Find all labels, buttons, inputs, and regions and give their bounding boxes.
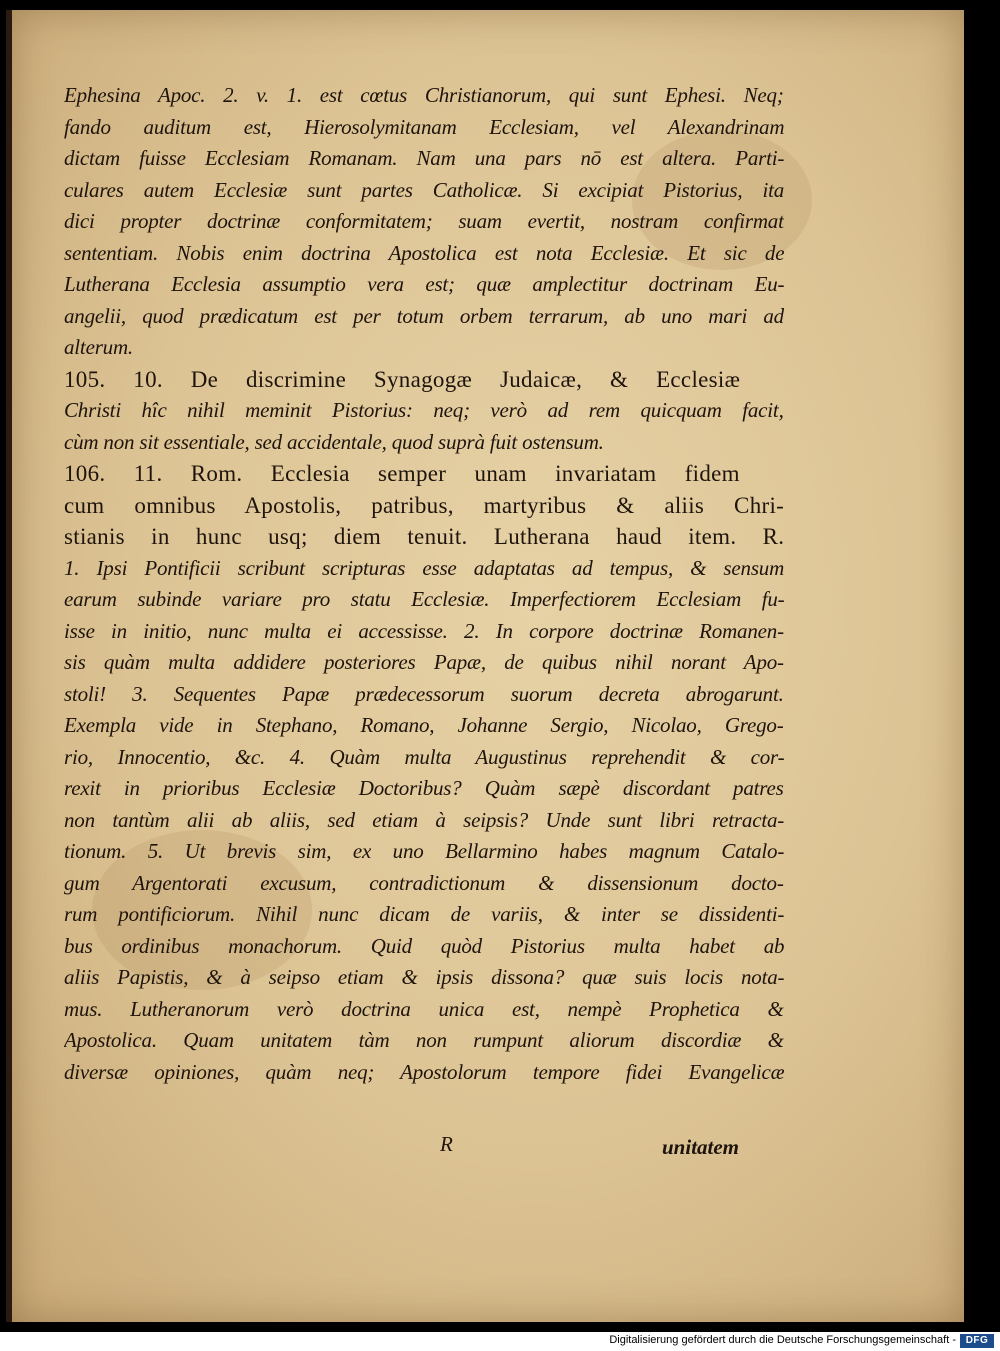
- funding-notice: Digitalisierung gefördert durch die Deutsche Forschungsgemeinschaft -: [609, 1334, 956, 1346]
- text-line: bus ordinibus monachorum. Quid quòd Pistorius multa habet ab: [64, 933, 784, 958]
- text-line: Apostolica. Quam unitatem tàm non rumpunt aliorum discordiæ &: [64, 1028, 784, 1052]
- text-line: stoli! 3. Sequentes Papæ prædecessorum suorum decreta abrogarunt.: [64, 681, 784, 706]
- text-line: isse in initio, nunc multa ei accessisse. 2. In corpore doctrinæ Romanen-: [64, 618, 784, 643]
- text-line: cum omnibus Apostolis, patribus, martyribus & aliis Chri-: [64, 492, 784, 518]
- text-line: Christi hîc nihil meminit Pistorius: neq; verò ad rem quicquam facit,: [64, 398, 784, 422]
- text-line: gum Argentorati excusum, contradictionum & dissensionum docto-: [64, 870, 784, 895]
- text-line: Exempla vide in Stephano, Romano, Johanne Sergio, Nicolao, Grego-: [64, 713, 784, 737]
- footer-bar: [0, 1332, 1000, 1351]
- text-line: fando auditum est, Hierosolymitanam Ecclesiam, vel Alexandrinam: [64, 114, 784, 139]
- text-line: tionum. 5. Ut brevis sim, ex uno Bellarmino habes magnum Catalo-: [64, 839, 784, 863]
- text-line: alterum.: [64, 335, 133, 359]
- text-line: rum pontificiorum. Nihil nunc dicam de variis, & inter se dissidenti-: [64, 902, 784, 926]
- text-line: 106. 11. Rom. Ecclesia semper unam invariatam fidem: [64, 461, 740, 486]
- text-line: non tantùm alii ab aliis, sed etiam à seipsis? Unde sunt libri retracta-: [64, 807, 784, 832]
- text-line: sententiam. Nobis enim doctrina Apostolica est nota Ecclesiæ. Et sic de: [64, 240, 784, 265]
- text-line: rexit in prioribus Ecclesiæ Doctoribus? Quàm sæpè discordant patres: [64, 776, 784, 800]
- text-line: aliis Papistis, & à seipso etiam & ipsis dissona? quæ suis locis nota-: [64, 965, 784, 989]
- page-text-block: [64, 80, 784, 1088]
- text-line: earum subinde variare pro statu Ecclesiæ. Imperfectiorem Ecclesiam fu-: [64, 587, 784, 611]
- text-line: stianis in hunc usq; diem tenuit. Lutherana haud item. R.: [64, 524, 784, 549]
- catchword: unitatem: [662, 1135, 740, 1159]
- text-line: rio, Innocentio, &c. 4. Quàm multa Augustinus reprehendit & cor-: [64, 744, 784, 769]
- book-page: [6, 10, 964, 1322]
- text-line: Lutherana Ecclesia assumptio vera est; quæ amplectitur doctrinam Eu-: [64, 272, 784, 296]
- text-line: mus. Lutheranorum verò doctrina unica est, nempè Prophetica &: [64, 996, 784, 1021]
- text-line: Ephesina Apoc. 2. v. 1. est cœtus Christianorum, qui sunt Ephesi. Neq;: [64, 83, 784, 107]
- text-line: 1. Ipsi Pontificii scribunt scripturas esse adaptatas ad tempus, & sensum: [64, 555, 784, 580]
- text-line: culares autem Ecclesiæ sunt partes Catholicæ. Si excipiat Pistorius, ita: [64, 177, 784, 202]
- text-line: angelii, quod prædicatum est per totum orbem terrarum, ab uno mari ad: [64, 303, 784, 328]
- text-line: dici propter doctrinæ conformitatem; suam evertit, nostram confirmat: [64, 209, 784, 233]
- text-line: dictam fuisse Ecclesiam Romanam. Nam una pars nō est altera. Parti-: [64, 146, 784, 170]
- text-line: cùm non sit essentiale, sed accidentale, quod suprà fuit ostensum.: [64, 429, 604, 454]
- text-line: sis quàm multa addidere posteriores Papæ, de quibus nihil norant Apo-: [64, 650, 784, 674]
- text-line: diversæ opiniones, quàm neq; Apostolorum tempore fidei Evangelicæ: [64, 1059, 784, 1084]
- signature-mark: R: [440, 1132, 453, 1156]
- dfg-logo: DFG: [960, 1334, 994, 1348]
- text-line: 105. 10. De discrimine Synagogæ Judaicæ, & Ecclesiæ: [64, 366, 741, 392]
